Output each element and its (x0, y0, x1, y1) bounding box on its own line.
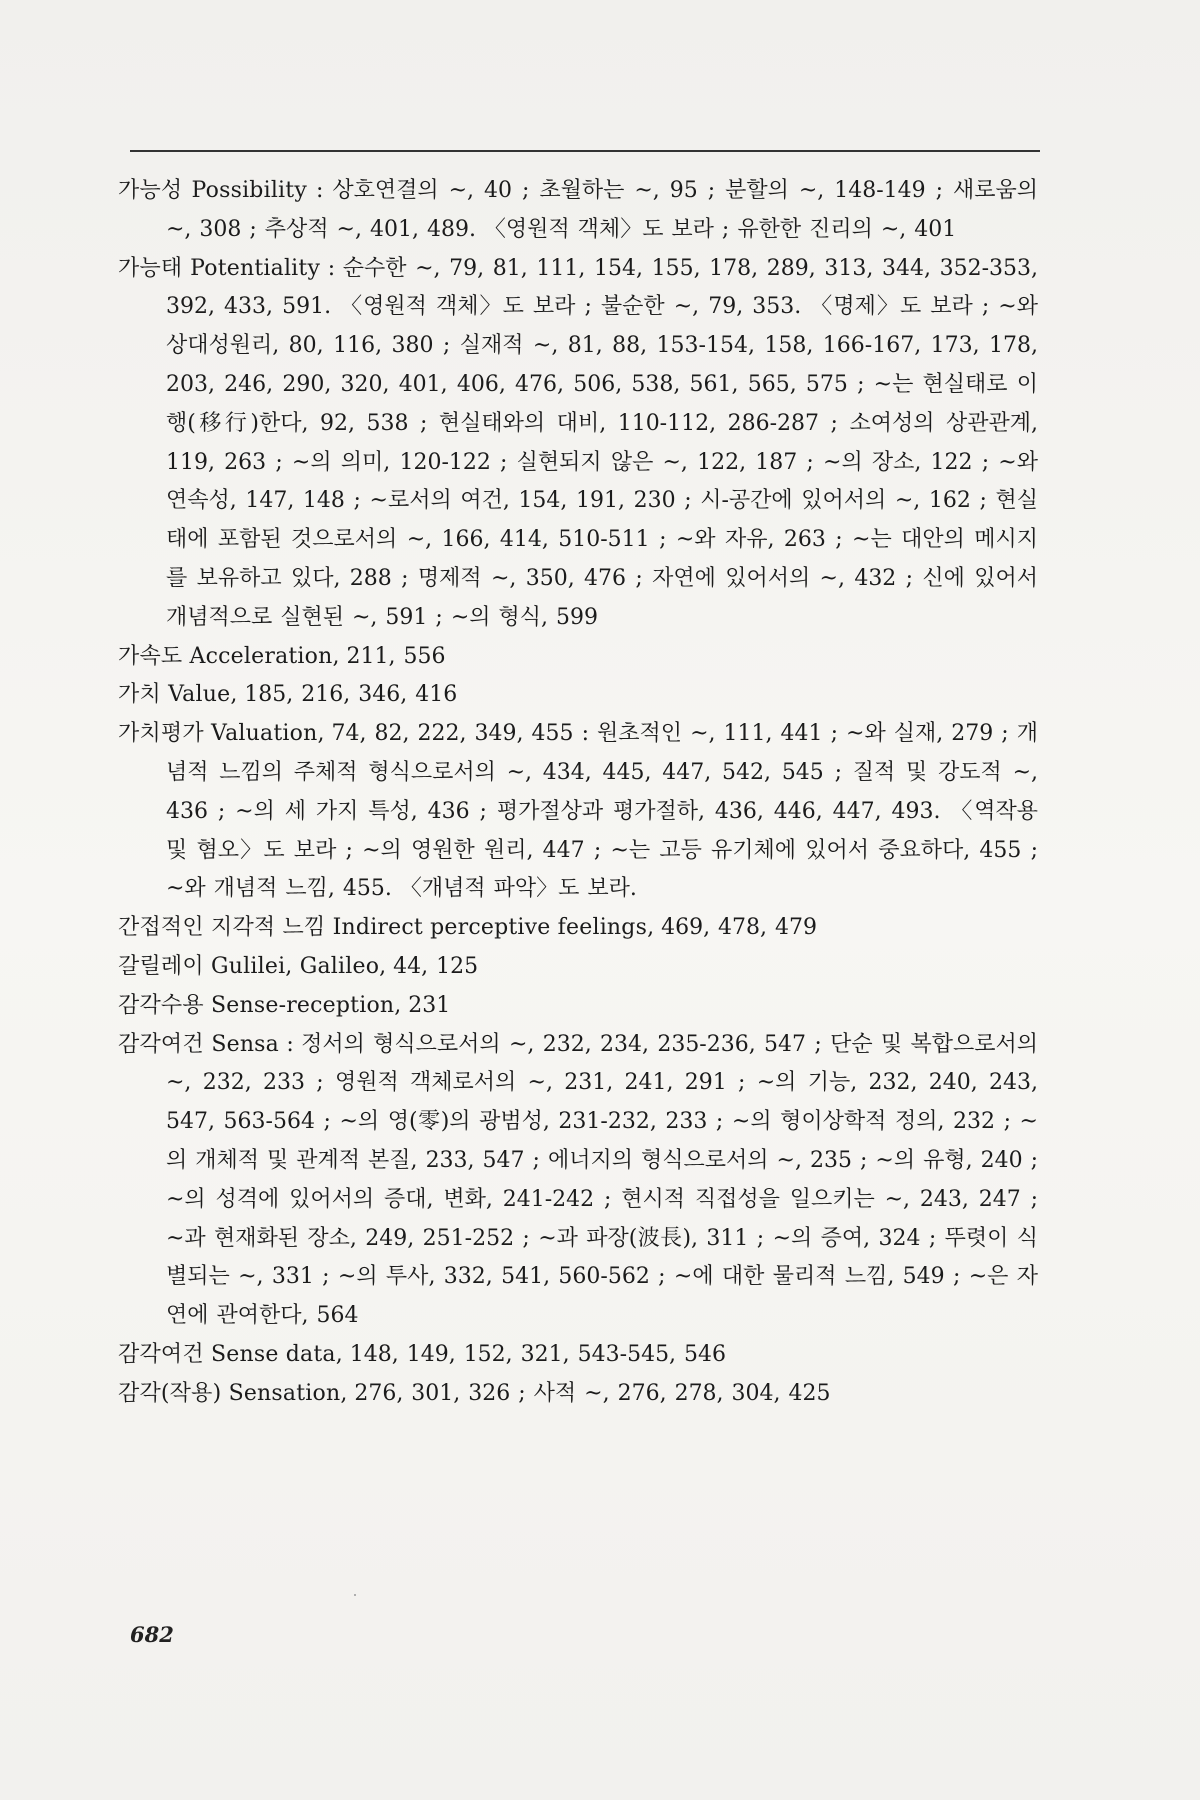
entry-separator: , (647, 915, 662, 941)
entry-body: 74, 82, 222, 349, 455 : 원초적인 ~, 111, 441 ; ~와 실재, 279 ; 개념적 느낌의 주체적 형식으로서의 ~, 434, 445, 447, 542, 545 ; 질적 및 강도적 ~, 436 ; ~의 세 가지 특성, 436 ; 평가절상과 평가절하, 436, 446, 447, 493. 〈역작용 및 혐오〉도 보라 ; ~의 영원한 원리, 447 ; ~는 고등 유기체에 있어서 중요하다, 455 ; ~와 개념적 느낌, 455. 〈개념적 파악〉도 보라. (166, 721, 1038, 902)
index-entry (118, 676, 1038, 715)
index-entry (118, 715, 1038, 909)
entry-separator: , (317, 721, 332, 747)
entry-separator: , (230, 682, 245, 708)
entry-head: 감각여건 Sensa (118, 1031, 279, 1057)
entry-head: 가속도 Acceleration (118, 643, 333, 669)
index-entry (118, 1026, 1038, 1336)
index-entry (118, 987, 1038, 1026)
entry-body: 276, 301, 326 ; 사적 ~, 276, 278, 304, 425 (354, 1380, 831, 1406)
entry-body: 148, 149, 152, 321, 543-545, 546 (349, 1341, 727, 1367)
entry-head: 가능태 Potentiality (118, 255, 321, 281)
entry-body: 211, 556 (346, 643, 446, 669)
index-entry (118, 172, 1038, 250)
entry-body: 185, 216, 346, 416 (244, 682, 458, 708)
entry-head: 가능성 Possibility (118, 178, 307, 203)
index-entry (118, 638, 1038, 677)
entry-body: 정서의 형식으로서의 ~, 232, 234, 235-236, 547 ; 단순 및 복합으로서의 ~, 232, 233 ; 영원적 객체로서의 ~, 231, 241, 291 ; ~의 기능, 232, 240, 243, 547, 563-564 ; ~의 영(零)의 광범성, 231-232, 233 ; ~의 형이상학적 정의, 232 ; ~의 개체적 및 관계적 본질, 233, 547 ; 에너지의 형식으로서의 ~, 235 ; ~의 유형, 240 ; ~의 성격에 있어서의 증대, 변화, 241-242 ; 현시적 직접성을 일으키는 ~, 243, 247 ; ~과 현재화된 장소, 249, 251-252 ; ~과 파장(波長), 311 ; ~의 증여, 324 ; 뚜렷이 식별되는 ~, 331 ; ~의 투사, 332, 541, 560-562 ; ~에 대한 물리적 느낌, 549 ; ~은 자연에 관여한다, 564 (166, 1031, 1038, 1329)
index-entry (118, 1375, 1038, 1414)
index-entry (118, 1336, 1038, 1375)
entry-separator: : (320, 255, 343, 281)
entry-body: 231 (408, 992, 451, 1018)
entry-separator: , (332, 643, 347, 669)
entry-separator: , (379, 953, 394, 979)
index-list (118, 172, 1038, 1414)
print-speck (354, 1594, 356, 1596)
index-entry (118, 250, 1038, 638)
entry-head: 감각(작용) Sensation (118, 1380, 341, 1406)
entry-separator: : (306, 178, 333, 203)
entry-separator: : (279, 1031, 302, 1057)
entry-separator: , (394, 992, 409, 1018)
index-entry (118, 948, 1038, 987)
entry-body: 상호연결의 ~, 40 ; 초월하는 ~, 95 ; 분할의 ~, 148-149 ; 새로움의 ~, 308 ; 추상적 ~, 401, 489. 〈영원적 객체〉도 보라 ; 유한한 진리의 ~, 401 (166, 178, 1039, 242)
entry-head: 가치 Value (118, 682, 231, 708)
entry-separator: , (335, 1341, 350, 1367)
entry-head: 간접적인 지각적 느낌 Indirect perceptive feelings (118, 915, 648, 941)
entry-head: 갈릴레이 Gulilei, Galileo (118, 953, 380, 979)
entry-separator: , (340, 1380, 355, 1406)
entry-body: 순수한 ~, 79, 81, 111, 154, 155, 178, 289, 313, 344, 352-353, 392, 433, 591. 〈영원적 객체〉도 보라 ; 불순한 ~, 79, 353. 〈명제〉도 보라 ; ~와 상대성원리, 80, 116, 380 ; 실재적 ~, 81, 88, 153-154, 158, 166-167, 173, 178, 203, 246, 290, 320, 401, 406, 476, 506, 538, 561, 565, 575 ; ~는 현실태로 이행(移行)한다, 92, 538 ; 현실태와의 대비, 110-112, 286-287 ; 소여성의 상관관계, 119, 263 ; ~의 의미, 120-122 ; 실현되지 않은 ~, 122, 187 ; ~의 장소, 122 ; ~와 연속성, 147, 148 ; ~로서의 여건, 154, 191, 230 ; 시-공간에 있어서의 ~, 162 ; 현실태에 포함된 것으로서의 ~, 166, 414, 510-511 ; ~와 자유, 263 ; ~는 대안의 메시지를 보유하고 있다, 288 ; 명제적 ~, 350, 476 ; 자연에 있어서의 ~, 432 ; 신에 있어서 개념적으로 실현된 ~, 591 ; ~의 형식, 599 (166, 255, 1038, 630)
entry-head: 감각수용 Sense-reception (118, 992, 395, 1018)
page-number: 682 (130, 1622, 174, 1647)
top-rule (130, 150, 1040, 152)
entry-body: 469, 478, 479 (661, 915, 818, 941)
entry-body: 44, 125 (393, 953, 479, 979)
index-entry (118, 909, 1038, 948)
entry-head: 가치평가 Valuation (118, 721, 318, 747)
entry-head: 감각여건 Sense data (118, 1341, 336, 1367)
